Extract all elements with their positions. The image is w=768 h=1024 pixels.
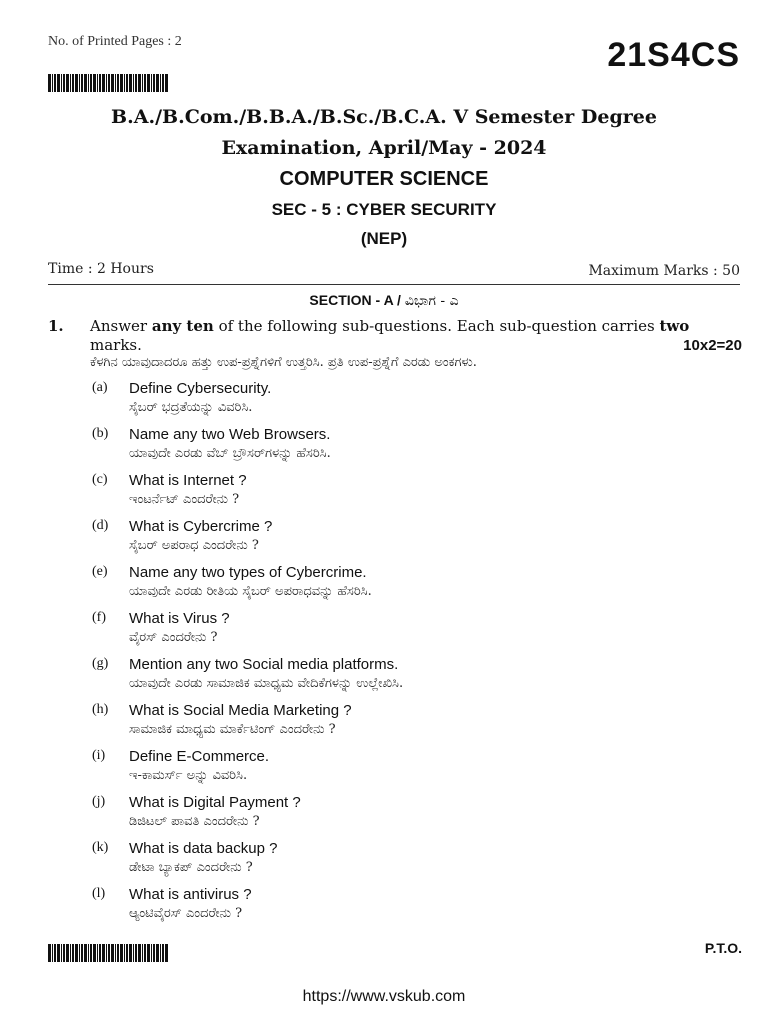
barcode-bar xyxy=(117,944,119,962)
barcode-bar xyxy=(54,74,56,92)
barcode-bar xyxy=(124,944,125,962)
paper-code: 21S4CS xyxy=(607,36,740,74)
source-url: https://www.vskub.com xyxy=(302,988,466,1005)
barcode-bar xyxy=(153,74,155,92)
barcode-bar xyxy=(70,74,71,92)
sub-question-text: Define Cybersecurity. xyxy=(129,380,272,397)
barcode-bar xyxy=(165,944,168,962)
barcode-bar xyxy=(162,944,164,962)
barcode-bar xyxy=(63,944,65,962)
barcode-bar xyxy=(61,944,62,962)
barcode-bar xyxy=(72,74,74,92)
sub-question-text: What is Social Media Marketing ? xyxy=(129,702,352,719)
instruction-part: marks. xyxy=(90,336,142,354)
printed-pages-note: No. of Printed Pages : 2 xyxy=(48,34,182,49)
barcode-bar xyxy=(66,944,69,962)
barcode-bar xyxy=(88,74,89,92)
sub-question-label: (e) xyxy=(92,564,108,579)
barcode-bar xyxy=(115,944,116,962)
barcode-bar xyxy=(147,74,150,92)
sub-question-label: (h) xyxy=(92,702,109,717)
sub-question-label: (d) xyxy=(92,518,109,533)
subject-title: COMPUTER SCIENCE xyxy=(279,168,489,190)
pto-label: P.T.O. xyxy=(704,940,742,956)
sub-question-text-kannada: ಯಾವುದೇ ಎರಡು ವೆಬ್ ಬ್ರೌಸರ್‌ಗಳನ್ನು ಹೆಸರಿಸಿ. xyxy=(129,446,331,461)
barcode-bottom xyxy=(48,944,169,962)
sub-question-text: What is data backup ? xyxy=(129,840,278,857)
barcode-bar xyxy=(147,944,150,962)
section-label-kn: ವಿಭಾಗ - ಎ xyxy=(404,293,459,309)
barcode-bar xyxy=(156,944,159,962)
barcode-bar xyxy=(88,944,89,962)
barcode-bar xyxy=(48,944,51,962)
sub-question-text: Mention any two Social media platforms. xyxy=(129,656,399,673)
barcode-bar xyxy=(102,944,105,962)
barcode-bar xyxy=(151,944,152,962)
degree-title: B.A./B.Com./B.B.A./B.Sc./B.C.A. V Semester Degree xyxy=(111,106,657,128)
section-label-en: SECTION - A / xyxy=(309,292,405,308)
barcode-bar xyxy=(99,74,101,92)
sub-question-label: (j) xyxy=(92,794,106,809)
barcode-bar xyxy=(160,74,161,92)
barcode-bar xyxy=(75,944,78,962)
sub-question-text: Name any two Web Browsers. xyxy=(129,426,331,443)
barcode-bar xyxy=(90,944,92,962)
sub-question-text-kannada: ಸಾಮಾಜಿಕ ಮಾಧ್ಯಮ ಮಾರ್ಕೆಟಿಂಗ್ ಎಂದರೇನು ? xyxy=(129,722,336,737)
barcode-bar xyxy=(133,74,134,92)
barcode-bar xyxy=(120,74,123,92)
barcode-bar xyxy=(142,944,143,962)
sub-question-text-kannada: ಡೇಟಾ ಬ್ಯಾಕಪ್ ಎಂದರೇನು ? xyxy=(129,860,253,875)
sub-question-label: (a) xyxy=(92,380,108,395)
barcode-bar xyxy=(108,74,110,92)
barcode-bar xyxy=(162,74,164,92)
barcode-bar xyxy=(129,74,132,92)
scheme-label: (NEP) xyxy=(360,229,408,248)
barcode-bar xyxy=(156,74,159,92)
barcode-bar xyxy=(99,944,101,962)
instruction-emphasis: any ten xyxy=(151,317,214,335)
barcode-bar xyxy=(79,74,80,92)
barcode-bar xyxy=(52,74,53,92)
section-heading xyxy=(0,292,768,309)
barcode-top xyxy=(48,74,169,92)
barcode-bar xyxy=(84,944,87,962)
max-marks-label: Maximum Marks : 50 xyxy=(588,263,740,279)
barcode-bar xyxy=(52,944,53,962)
paper-title: SEC - 5 : CYBER SECURITY xyxy=(271,200,497,219)
question-instruction xyxy=(90,317,720,355)
sub-question-text-kannada: ಸೈಬರ್ ಭದ್ರತೆಯನ್ನು ವಿವರಿಸಿ. xyxy=(129,400,253,415)
barcode-bar xyxy=(117,74,119,92)
barcode-bar xyxy=(124,74,125,92)
barcode-bar xyxy=(61,74,62,92)
header-divider xyxy=(48,284,740,285)
sub-question-text-kannada: ಯಾವುದೇ ಎರಡು ಸಾಮಾಜಿಕ ಮಾಧ್ಯಮ ವೇದಿಕೆಗಳನ್ನು ಉಲ್ಲೇಖಿಸಿ. xyxy=(129,676,404,691)
instruction-part: Answer xyxy=(90,317,152,335)
barcode-bar xyxy=(120,944,123,962)
barcode-bar xyxy=(153,944,155,962)
sub-question-text-kannada: ಯಾವುದೇ ಎರಡು ರೀತಿಯ ಸೈಬರ್ ಅಪರಾಧವನ್ನು ಹೆಸರಿಸಿ. xyxy=(129,584,372,599)
barcode-bar xyxy=(75,74,78,92)
time-label: Time : 2 Hours xyxy=(48,261,154,277)
sub-question-text-kannada: ವೈರಸ್ ಎಂದರೇನು ? xyxy=(129,630,218,645)
sub-question-text-kannada: ಡಿಜಿಟಲ್ ಪಾವತಿ ಎಂದರೇನು ? xyxy=(129,814,260,829)
sub-question-text-kannada: ಇ-ಕಾಮರ್ಸ್ ಅನ್ನು ವಿವರಿಸಿ. xyxy=(129,768,248,783)
barcode-bar xyxy=(138,74,141,92)
barcode-bar xyxy=(57,74,60,92)
barcode-bar xyxy=(165,74,168,92)
barcode-bar xyxy=(93,944,96,962)
barcode-bar xyxy=(135,944,137,962)
barcode-bar xyxy=(79,944,80,962)
sub-question-text: What is Cybercrime ? xyxy=(129,518,273,535)
sub-question-text: Define E-Commerce. xyxy=(129,748,270,765)
barcode-bar xyxy=(106,944,107,962)
barcode-bar xyxy=(48,74,51,92)
barcode-bar xyxy=(72,944,74,962)
barcode-bar xyxy=(93,74,96,92)
barcode-bar xyxy=(133,944,134,962)
instruction-emphasis: two xyxy=(659,317,690,335)
barcode-bar xyxy=(97,74,98,92)
barcode-bar xyxy=(129,944,132,962)
sub-question-label: (k) xyxy=(92,840,109,855)
barcode-bar xyxy=(106,74,107,92)
sub-question-text: What is Virus ? xyxy=(129,610,230,627)
barcode-bar xyxy=(126,944,128,962)
sub-question-text: What is Internet ? xyxy=(129,472,247,489)
barcode-bar xyxy=(66,74,69,92)
question-number: 1. xyxy=(48,317,64,335)
sub-question-text: What is antivirus ? xyxy=(129,886,252,903)
barcode-bar xyxy=(135,74,137,92)
barcode-bar xyxy=(81,944,83,962)
barcode-bar xyxy=(138,944,141,962)
barcode-bar xyxy=(144,944,146,962)
barcode-bar xyxy=(97,944,98,962)
question-instruction-kannada: ಕೆಳಗಿನ ಯಾವುದಾದರೂ ಹತ್ತು ಉಪ-ಪ್ರಶ್ನೆಗಳಿಗೆ ಉತ್ತರಿಸಿ. ಪ್ರತಿ ಉಪ-ಪ್ರಶ್ನೆಗೆ ಎರಡು ಅಂಕಗಳು. xyxy=(90,355,477,370)
barcode-bar xyxy=(126,74,128,92)
barcode-bar xyxy=(144,74,146,92)
barcode-bar xyxy=(81,74,83,92)
sub-question-label: (f) xyxy=(92,610,106,625)
sub-question-label: (c) xyxy=(92,472,108,487)
sub-question-text-kannada: ಆ್ಯಂಟಿವೈರಸ್ ಎಂದರೇನು ? xyxy=(129,906,243,921)
instruction-part: of the following sub-questions. Each sub-question carries xyxy=(213,317,660,335)
barcode-bar xyxy=(111,74,114,92)
barcode-bar xyxy=(115,74,116,92)
barcode-bar xyxy=(102,74,105,92)
barcode-bar xyxy=(160,944,161,962)
barcode-bar xyxy=(57,944,60,962)
sub-question-text: What is Digital Payment ? xyxy=(129,794,301,811)
barcode-bar xyxy=(142,74,143,92)
sub-question-label: (b) xyxy=(92,426,109,441)
sub-question-text: Name any two types of Cybercrime. xyxy=(129,564,367,581)
barcode-bar xyxy=(63,74,65,92)
question-marks: 10x2=20 xyxy=(683,337,742,354)
exam-title: Examination, April/May - 2024 xyxy=(221,137,547,159)
barcode-bar xyxy=(108,944,110,962)
barcode-bar xyxy=(54,944,56,962)
barcode-bar xyxy=(151,74,152,92)
barcode-bar xyxy=(84,74,87,92)
sub-question-text-kannada: ಇಂಟರ್ನೆಟ್ ಎಂದರೇನು ? xyxy=(129,492,240,507)
sub-question-text-kannada: ಸೈಬರ್ ಅಪರಾಧ ಎಂದರೇನು ? xyxy=(129,538,259,553)
barcode-bar xyxy=(111,944,114,962)
barcode-bar xyxy=(90,74,92,92)
barcode-bar xyxy=(70,944,71,962)
sub-question-label: (g) xyxy=(92,656,109,671)
sub-question-label: (l) xyxy=(92,886,106,901)
sub-question-label: (i) xyxy=(92,748,106,763)
